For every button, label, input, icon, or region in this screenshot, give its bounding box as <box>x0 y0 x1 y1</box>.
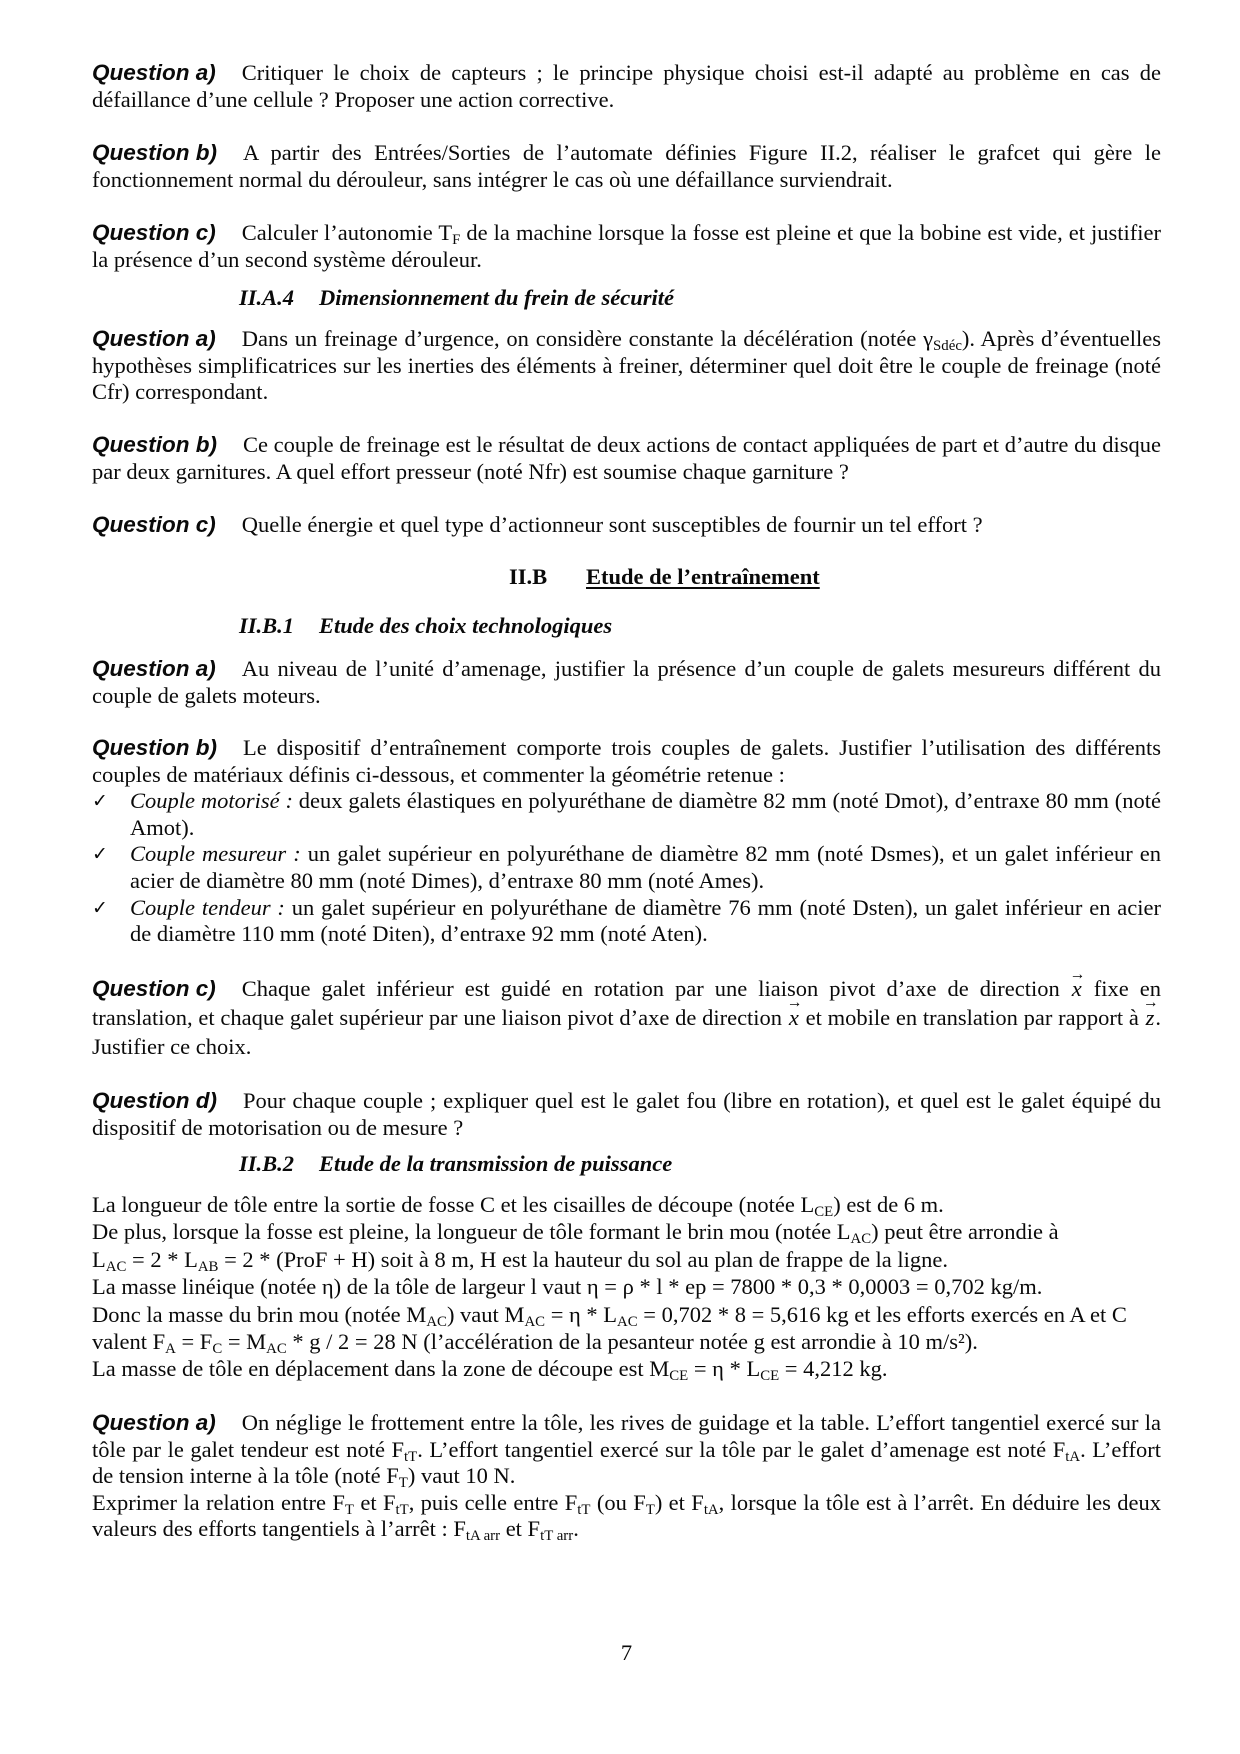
text-run: valent F <box>92 1329 166 1355</box>
text-run: ). Après d’éventuelles hypothèses simplificatrices sur les inerties des éléments à freiner, déterminer quel doit être le couple de freinage (noté Cfr) correspondant. <box>92 326 1161 405</box>
vector-symbol: → x <box>788 1007 800 1030</box>
text-line <box>92 1328 1161 1358</box>
text-run: (ou F <box>590 1489 646 1515</box>
text-run: A partir des Entrées/Sorties de l’automate définies Figure II.2, réaliser le grafcet qui gère le fonctionnement normal du dérouleur, sans intégrer le cas où une défaillance surviendrait. <box>92 140 1161 192</box>
text-run: = M <box>222 1329 267 1355</box>
text-run: On néglige le frottement entre la tôle, les rives de guidage et la table. L’effort tangentiel exercé sur la tôle par le galet tendeur est noté F <box>92 1410 1161 1462</box>
subsection-number: II.B.2 <box>239 1151 295 1176</box>
question-label: Question b) <box>92 140 217 165</box>
subsection-title: Dimensionnement du frein de sécurité <box>319 285 675 310</box>
text-run: La longueur de tôle entre la sortie de fosse C et les cisailles de découpe (notée L <box>92 1192 815 1217</box>
list-item <box>92 788 1161 841</box>
text-line <box>92 1355 1161 1385</box>
subscript: C <box>212 1341 223 1358</box>
question-c <box>92 512 1161 539</box>
subscript: F <box>452 232 461 249</box>
text-run: L <box>92 1246 106 1272</box>
text-run: , lorsque la tôle est à l’arrêt. En déduire les deux valeurs des efforts tangentiels à l’arrêt : F <box>92 1489 1161 1542</box>
question-label: Question c) <box>92 976 216 1001</box>
question-label: Question a) <box>92 326 216 351</box>
question-label: Question a) <box>92 1410 216 1435</box>
section-title: Etude de l’entraînement <box>586 564 820 589</box>
text-run: un galet supérieur en polyuréthane de diamètre 82 mm (noté Dsmes), et un galet inférieur en acier de diamètre 80 mm (noté Dimes), d’entraxe 80 mm (noté Ames). <box>130 841 1161 893</box>
question-label: Question b) <box>92 432 217 457</box>
subscript: tT arr <box>540 1528 574 1545</box>
subscript: AC <box>524 1313 546 1330</box>
text-run: et mobile en translation par rapport à <box>799 1004 1145 1030</box>
text-line <box>92 1246 1161 1273</box>
text-run: Calculer l’autonomie T <box>241 220 453 245</box>
text-run: Chaque galet inférieur est guidé en rotation par une liaison pivot d’axe de direction <box>241 976 1071 1001</box>
subscript: tT <box>395 1501 409 1518</box>
section-number: II.B <box>509 564 548 589</box>
bullet-term: Couple motorisé : <box>130 788 293 814</box>
subscript: A <box>165 1341 176 1358</box>
subscript: tA arr <box>465 1528 501 1545</box>
subscript: Sdéc <box>933 338 962 355</box>
text-run: = 4,212 kg. <box>779 1356 888 1382</box>
question-label: Question d) <box>92 1088 217 1113</box>
question-a <box>92 1410 1161 1543</box>
subscript: CE <box>669 1368 689 1385</box>
subsection-heading <box>239 1151 672 1178</box>
text-run: Quelle énergie et quel type d’actionneur sont susceptibles de fournir un tel effort ? <box>241 512 983 537</box>
text-run: . Justifier ce choix. <box>92 1004 1161 1059</box>
text-run: et F <box>353 1489 396 1515</box>
question-label: Question b) <box>92 735 217 760</box>
text-run: * g / 2 = 28 N (l’accélération de la pesanteur notée g est arrondie à 10 m/s²). <box>286 1329 978 1355</box>
text-run: = η * L <box>545 1301 618 1327</box>
list-item <box>92 895 1161 948</box>
subscript: T <box>344 1501 354 1518</box>
subsection-heading <box>239 285 674 312</box>
text-run: et F <box>500 1516 541 1542</box>
text-run: ) vaut 10 N. <box>407 1463 516 1489</box>
text-line <box>92 1191 1161 1221</box>
subscript: AC <box>426 1313 447 1330</box>
subsection-heading <box>239 613 612 640</box>
text-run: ) vaut M <box>446 1301 525 1327</box>
subscript: T <box>398 1475 408 1492</box>
question-b-text <box>92 735 1161 788</box>
text-run: De plus, lorsque la fosse est pleine, la longueur de tôle formant le brin mou (notée L <box>92 1219 851 1245</box>
subscript: AC <box>617 1313 638 1330</box>
text-run: ) peut être arrondie à <box>871 1219 1059 1245</box>
question-label: Question a) <box>92 656 216 681</box>
text-run: un galet supérieur en polyuréthane de diamètre 76 mm (noté Dsten), un galet inférieur en acier de diamètre 110 mm (noté Diten), d’entraxe 92 mm (noté Aten). <box>130 894 1162 947</box>
subsection-title: Etude de la transmission de puissance <box>319 1151 673 1176</box>
text-run: = 2 * (ProF + H) soit à 8 m, H est la hauteur du sol au plan de frappe de la ligne. <box>218 1246 949 1272</box>
subscript: AC <box>266 1341 287 1358</box>
list-item <box>92 841 1161 894</box>
question-a <box>92 656 1161 709</box>
text-run: Exprimer la relation entre F <box>92 1489 345 1515</box>
text-run: La masse linéique (notée η) de la tôle de largeur l vaut η = ρ * l * ep = 7800 * 0,3 * 0,0003 = 0,702 kg/m. <box>92 1274 1043 1300</box>
subsection-title: Etude des choix technologiques <box>319 613 613 638</box>
subscript: tA <box>1065 1448 1081 1465</box>
text-run: = 2 * L <box>126 1246 198 1272</box>
intro-paragraph <box>92 1191 1161 1383</box>
subscript: tA <box>703 1501 719 1518</box>
text-run: Dans un freinage d’urgence, on considère constante la décélération (notée γ <box>241 326 934 351</box>
vector-symbol: → z <box>1145 1007 1156 1030</box>
question-b <box>92 432 1161 485</box>
vector-symbol: → x <box>1071 978 1083 1001</box>
text-run: Ce couple de freinage est le résultat de deux actions de contact appliquées de part et d’autre du disque par deux garnitures. A quel effort presseur (noté Nfr) est soumise chaque garniture ? <box>92 432 1161 484</box>
page-number: 7 <box>620 1640 633 1665</box>
question-label: Question c) <box>92 220 216 245</box>
text-run: La masse de tôle en déplacement dans la zone de découpe est M <box>92 1356 670 1382</box>
question-a <box>92 60 1161 113</box>
question-label: Question a) <box>92 60 216 85</box>
text-run: . L’effort de tension interne à la tôle (noté F <box>92 1436 1161 1489</box>
question-c <box>92 975 1161 1061</box>
text-line <box>92 1218 1161 1248</box>
text-run: Pour chaque couple ; expliquer quel est le galet fou (libre en rotation), et quel est le galet équipé du dispositif de motorisation ou de mesure ? <box>92 1088 1161 1140</box>
subscript: CE <box>814 1204 834 1221</box>
text-run: Au niveau de l’unité d’amenage, justifier la présence d’un couple de galets mesureurs différent du couple de galets moteurs. <box>92 656 1161 708</box>
text-run: Critiquer le choix de capteurs ; le principe physique choisi est-il adapté au problème en cas de défaillance d’une cellule ? Proposer une action corrective. <box>92 60 1161 112</box>
text-run: deux galets élastiques en polyuréthane de diamètre 82 mm (noté Dmot), d’entraxe 80 mm (noté Amot). <box>130 788 1161 840</box>
subscript: CE <box>760 1368 780 1385</box>
text-run: . <box>573 1516 579 1542</box>
text-run: . L’effort tangentiel exercé sur la tôle par le galet d’amenage est noté F <box>417 1436 1066 1462</box>
question-a-instruction <box>92 1490 1161 1543</box>
question-label: Question c) <box>92 512 216 537</box>
subscript: T <box>645 1501 655 1518</box>
text-run: = F <box>175 1329 213 1355</box>
subscript: tT <box>404 1448 418 1465</box>
text-run: = η * L <box>688 1356 761 1382</box>
text-run: ) et F <box>654 1489 704 1515</box>
subscript: AB <box>197 1258 219 1275</box>
check-icon <box>92 841 108 868</box>
subscript: tT <box>577 1501 591 1518</box>
bullet-term: Couple tendeur : <box>130 894 285 920</box>
text-run: Le dispositif d’entraînement comporte trois couples de galets. Justifier l’utilisation des différents couples de matériaux définis ci-dessous, et commenter la géométrie retenue : <box>92 735 1161 787</box>
question-a <box>92 326 1161 406</box>
check-icon <box>92 788 108 815</box>
subscript: AC <box>105 1258 127 1275</box>
subscript: AC <box>850 1231 872 1248</box>
section-heading <box>509 564 820 591</box>
text-run: , puis celle entre F <box>408 1489 578 1515</box>
question-a-text <box>92 1410 1161 1490</box>
material-list <box>92 788 1161 948</box>
text-run: de la machine lorsque la fosse est pleine et que la bobine est vide, et justifier la présence d’un second système dérouleur. <box>92 220 1161 272</box>
bullet-term: Couple mesureur : <box>130 841 301 867</box>
question-d <box>92 1088 1161 1141</box>
subsection-number: II.B.1 <box>239 613 295 638</box>
text-line <box>92 1273 1161 1300</box>
text-run: = 0,702 * 8 = 5,616 kg et les efforts exercés en A et C <box>637 1301 1127 1327</box>
question-b <box>92 735 1161 948</box>
question-b <box>92 140 1161 193</box>
subsection-number: II.A.4 <box>239 285 295 310</box>
question-c <box>92 220 1161 273</box>
check-icon <box>92 895 108 922</box>
text-run: Donc la masse du brin mou (notée M <box>92 1301 427 1327</box>
text-run: ) est de 6 m. <box>833 1192 944 1217</box>
text-run: fixe en translation, et chaque galet supérieur par une liaison pivot d’axe de direction <box>92 976 1162 1030</box>
text-line <box>92 1301 1161 1328</box>
